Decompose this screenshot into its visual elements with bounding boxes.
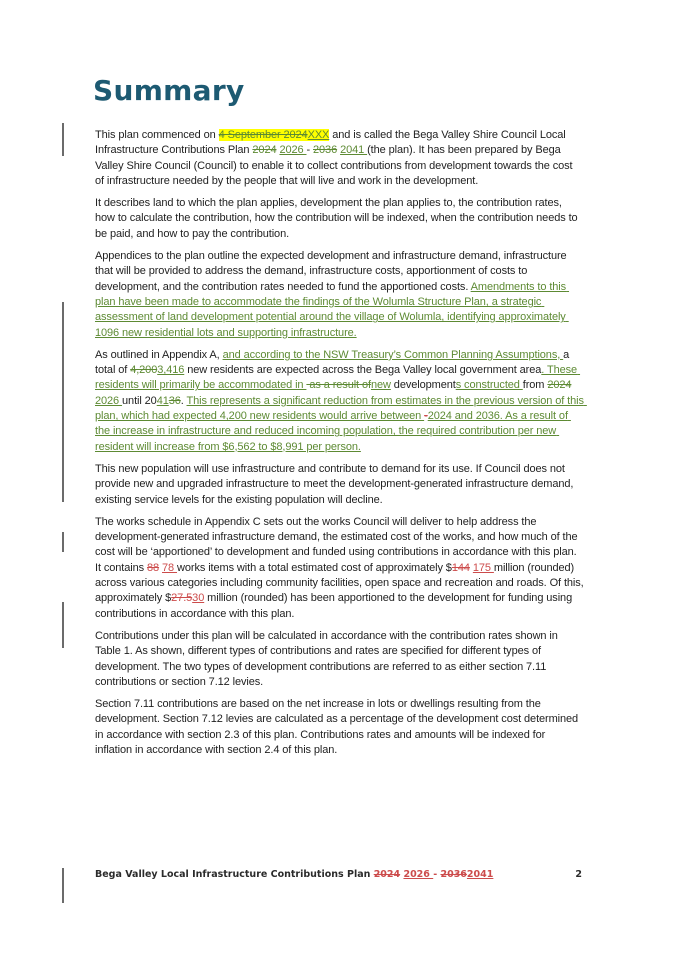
text-run: until 20	[122, 394, 157, 407]
text-run: and according to the NSW Treasury’s Common Planning Assumptions,	[222, 348, 564, 361]
text-run: 2036	[313, 144, 338, 157]
text-run: 78	[162, 561, 178, 574]
text-run: Contributions under this plan will be calculated in accordance with the contribution rates shown in Table 1. As shown, different types of contributions and rates are specified for different types of development. The two types of development contributions are referred to as either section 7.11 contributions or section 7.12 levies.	[95, 629, 561, 688]
text-run: 4,200	[130, 364, 158, 377]
text-run: 2036	[440, 869, 467, 880]
text-run: It describes land to which the plan applies, development the plan applies to, the contribution rates, how to calculate the contribution, how the contribution will be indexed, when the contribution needs to be paid, and how to pay the contribution.	[95, 197, 581, 240]
change-bar	[62, 868, 64, 903]
page-number: 2	[575, 869, 582, 880]
page-footer	[95, 869, 582, 881]
text-run: 2026	[279, 144, 307, 157]
text-run: new	[370, 379, 391, 392]
text-run: -	[433, 869, 441, 880]
paragraph	[95, 515, 587, 622]
change-bar	[62, 602, 64, 648]
text-run: 41	[156, 394, 169, 407]
text-run: as a result of	[306, 379, 371, 392]
text-run: 2041	[340, 144, 368, 157]
text-run: works items with a total estimated cost of approximately $	[177, 561, 452, 574]
text-run: Bega Valley Local Infrastructure Contributions Plan	[95, 869, 374, 880]
text-run: a total of	[95, 348, 573, 377]
change-bar	[62, 123, 64, 156]
text-run: 2026	[403, 869, 434, 880]
text-run: 2024	[373, 869, 401, 880]
text-run: As outlined in Appendix A,	[95, 348, 223, 361]
document-body	[95, 128, 587, 765]
text-run: 36	[168, 394, 181, 407]
text-run: million (rounded) across various categories including community facilities, open space and recreation and roads. Of this, approximately $	[95, 561, 587, 605]
text-run: 2024	[252, 144, 277, 157]
paragraph	[95, 128, 584, 189]
text-run: Amendments to this plan have been made to accommodate the findings of the Wolumla Structure Plan, a strategic assessment of land development potential around the village of Wolumla, identifying approximately 1096 new residential lots and supporting infrastructure.	[95, 280, 570, 339]
text-run: -	[306, 144, 314, 157]
paragraph	[95, 249, 584, 341]
change-bar	[62, 532, 64, 552]
paragraph	[95, 348, 587, 455]
change-bar	[62, 302, 64, 502]
text-run: development	[390, 379, 456, 392]
paragraph	[95, 196, 584, 242]
page-title: Summary	[93, 74, 245, 107]
text-run: This represents a significant reduction from estimates in the previous version of this plan, which had expected 4,200 new residents would arrive between	[95, 394, 587, 423]
text-run: 2024 and 2036. As a result of the increase in infrastructure and reduced incoming population, the required contribution per new resident will increase from $6,562 to $8,991 per person.	[95, 410, 571, 453]
paragraph	[95, 629, 584, 690]
text-run: Appendices to the plan outline the expected development and infrastructure demand, infrastructure that will be provided to address the demand, infrastructure costs, apportionment of costs to development, and the contribution rates needed to fund the apportioned costs.	[95, 250, 570, 293]
text-run: XXX	[307, 129, 330, 141]
text-run: 2041	[466, 869, 494, 880]
paragraph	[95, 462, 584, 508]
text-run: This new population will use infrastructure and contribute to demand for its use. If Council does not provide new and upgraded infrastructure to meet the development-generated infrastructure demand, existing service levels for the existing population will decline.	[95, 462, 577, 506]
text-run: s constructed	[455, 379, 523, 392]
text-run: .	[180, 394, 187, 407]
text-run: 2026	[95, 394, 123, 407]
text-run: million (rounded) has been apportioned to the development for funding using contributions in accordance with this plan.	[95, 592, 576, 620]
text-run: 175	[472, 561, 494, 574]
text-run: from	[522, 379, 548, 392]
text-run: This plan commenced on	[95, 129, 219, 141]
text-run	[571, 379, 574, 391]
text-run: 4 September 2024	[218, 129, 308, 141]
text-run: -	[424, 410, 428, 423]
footer-title	[95, 869, 493, 881]
text-run: 30	[192, 592, 205, 605]
text-run: new residents are expected across the Bega Valley local government area	[184, 364, 542, 377]
text-run: 27.5	[171, 592, 193, 605]
text-run: 144	[451, 561, 470, 574]
text-run: 2024	[547, 379, 572, 392]
text-run: . These residents will primarily be accommodated in	[95, 364, 581, 392]
text-run: The works schedule in Appendix C sets out the works Council will deliver to help address the development-generated infrastructure demand, the estimated cost of the works, and how much of the cost will be ‘apportioned’ to development and funded using contributions in accordance with this plan. It contains	[95, 515, 581, 574]
paragraph	[95, 697, 584, 758]
text-run: and is called the Bega Valley Shire Council Local Infrastructure Contributions Plan	[95, 129, 569, 157]
text-run: 3,416	[157, 364, 185, 377]
text-run: (the plan). It has been prepared by Bega Valley Shire Council (Council) to enable it to collect contributions from development towards the cost of infrastructure needed by the people that will live and work in the development.	[95, 144, 576, 187]
text-run: 88	[147, 561, 160, 574]
text-run: Section 7.11 contributions are based on the net increase in lots or dwellings resulting from the development. Section 7.12 levies are calculated as a percentage of the development cost determined in accordance with section 2.3 of this plan. Contributions rates and amounts will be indexed for inflation in accordance with section 2.4 of this plan.	[95, 698, 582, 756]
